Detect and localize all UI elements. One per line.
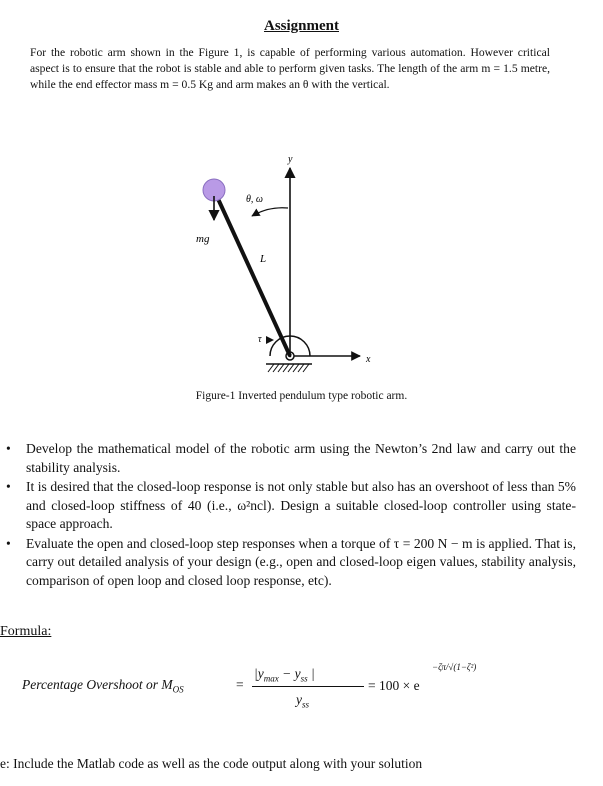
overshoot-formula (0, 650, 603, 720)
formula-equals: = (236, 677, 244, 692)
bullet-icon: • (6, 535, 11, 551)
page-title: Assignment (263, 18, 339, 34)
ground-hatch (268, 364, 309, 372)
length-label: L (260, 253, 267, 265)
x-axis-label: x (366, 354, 371, 365)
list-item: • Evaluate the open and closed-loop step responses when a torque of τ = 200 N − m is applied. That is, carry out detailed analysis of your design (e.g., open and closed-loop eigen values, stability analysis, comparison of open loop and closed loop response, etc). (6, 535, 576, 588)
intro-paragraph (30, 45, 550, 93)
bullet-icon: • (6, 479, 11, 494)
formula-numerator: $|y_{max} - y_{ss}$ | (254, 666, 315, 684)
formula-label: Percentage Overshoot or $M_{OS}$ (22, 677, 184, 695)
list-item: • Develop the mathematical model of the robotic arm using the Newton’s 2nd law and carry out the stability analysis. (6, 441, 576, 475)
formula-rhs: = 100 × e (368, 678, 420, 693)
list-item: • It is desired that the closed-loop response is not only stable but also has an overshoot of less than 5% and closed-loop stiffness of 40 (i.e., ω²ncl). Design a suitable closed-loop controller using state-space approach. (6, 479, 576, 531)
formula-exponent: −ζπ/√(1−ζ²) (432, 662, 477, 672)
weight-label: mg (196, 233, 210, 245)
note-text: e: Include the Matlab code as well as the code output along with your solution (0, 756, 423, 771)
inverted-pendulum-figure (180, 150, 420, 385)
fraction-bar (252, 686, 364, 687)
torque-label: τ (258, 334, 262, 345)
y-axis-label: y (288, 154, 293, 165)
angle-arc (252, 208, 288, 216)
formula-denominator: $y_{ss}$ (296, 692, 310, 710)
bullet-icon: • (6, 441, 11, 456)
task-list (4, 440, 576, 591)
pendulum-arm (214, 190, 290, 356)
formula-heading: Formula: (0, 624, 52, 639)
torque-arrow-icon (266, 336, 274, 344)
angle-label: θ, ω (246, 194, 263, 205)
figure-caption: Figure-1 Inverted pendulum type robotic arm. (195, 390, 408, 402)
intro-text: For the robotic arm shown in the Figure 1, is capable of performing various automation. However critical aspect is to ensure that the robot is stable and able to perform given tasks. The length of the arm m = 1.5 metre, while the end effector mass m = 0.5 Kg and arm makes an θ with the vertical. (30, 46, 550, 91)
